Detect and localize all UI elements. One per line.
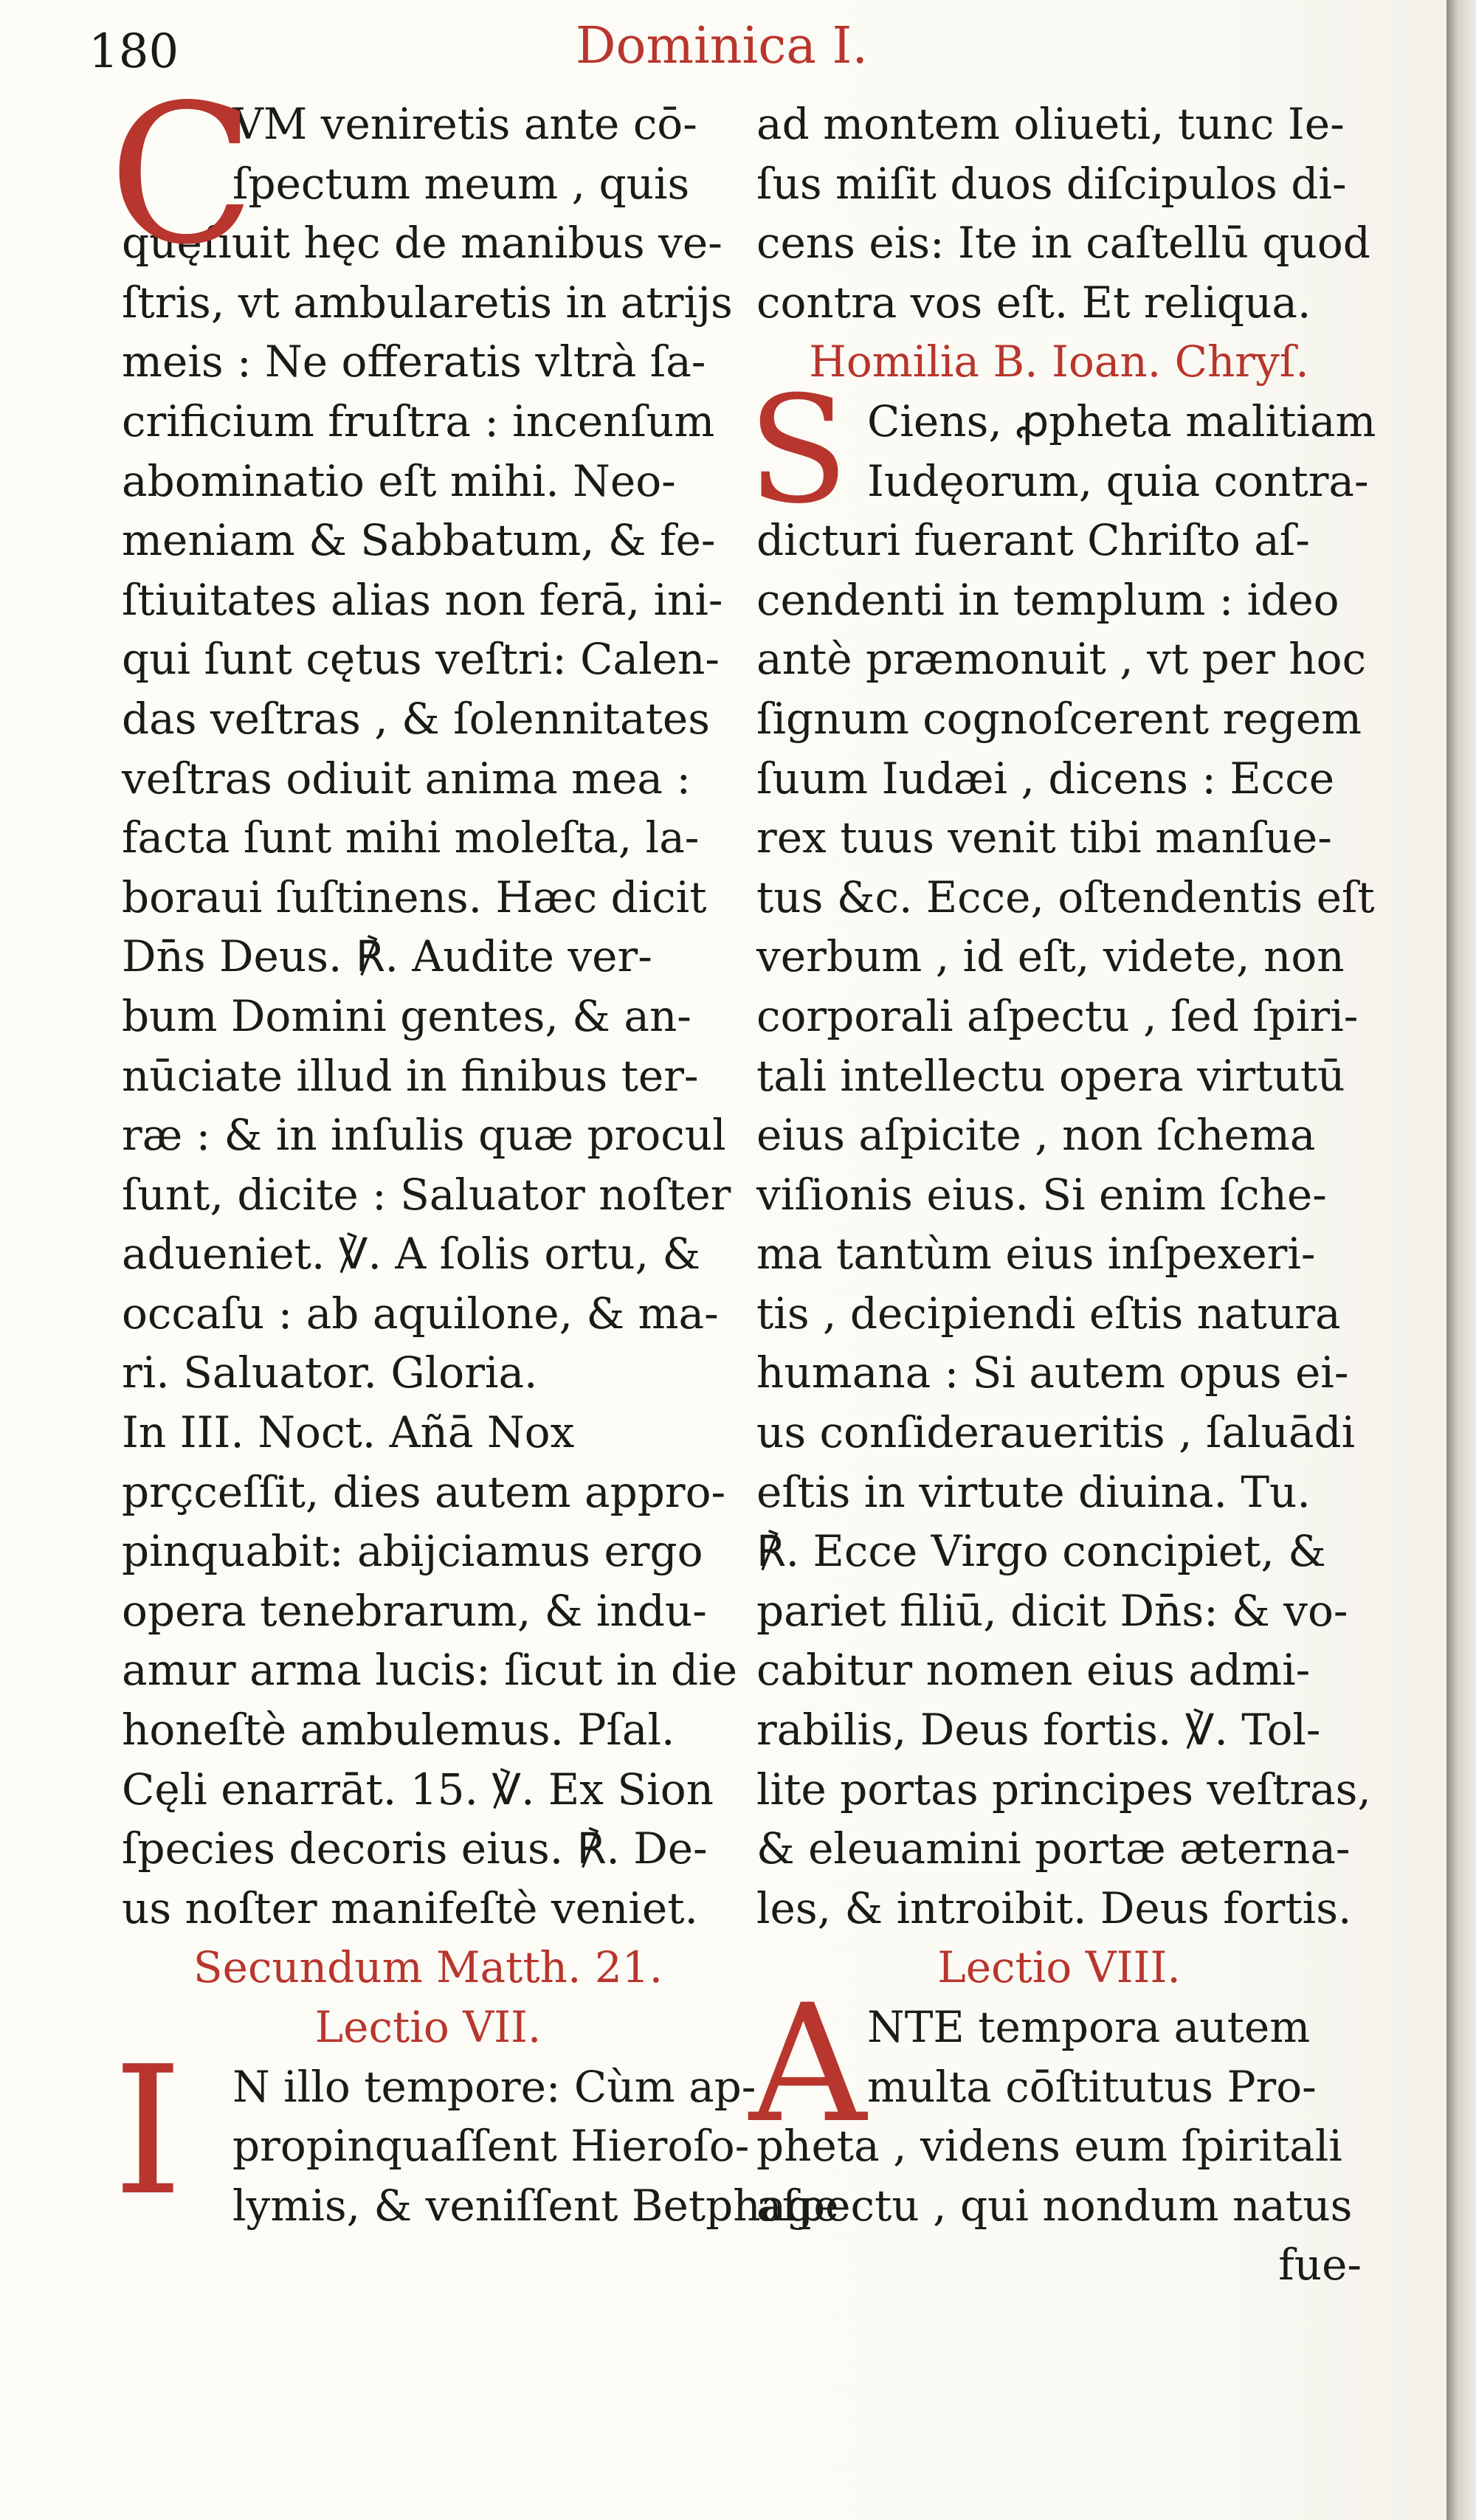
drop-cap-s: S [748, 364, 849, 536]
text-line: us conſideraueritis , ſaluādi [756, 1407, 1356, 1458]
text-line: opera tenebrarum, & indu- [122, 1585, 707, 1636]
text-line: ſus miſit duos diſcipulos di- [756, 158, 1347, 209]
left-column [108, 64, 839, 2235]
text-line: eius aſpicite , non ſchema [756, 1110, 1316, 1161]
text-line: crificium fruſtra : incenſum [122, 396, 715, 446]
text-line: antè præmonuit , vt per hoc [756, 634, 1367, 685]
text-line: ſtiuitates alias non ferā, ini- [122, 574, 723, 625]
left-text-block [122, 94, 738, 1938]
drop-cap-i: I [113, 2027, 183, 2234]
text-line: les, & introibit. Deus fortis. [756, 1882, 1352, 1933]
text-line: propinquaſſent Hieroſo- [232, 2121, 750, 2172]
text-line: Iudęorum, quia contra- [867, 455, 1369, 506]
text-line: Cęli enarrāt. 15. ℣. Ex Sion [122, 1764, 714, 1815]
page-number: 180 [89, 24, 179, 79]
text-line: facta ſunt mihi moleſta, la- [122, 812, 700, 863]
text-line: ſunt, dicite : Saluator noſter [122, 1169, 731, 1220]
text-line: N illo tempore: Cùm ap- [232, 2061, 756, 2112]
text-line: honeſtè ambulemus. Pſal. [122, 1705, 675, 1756]
text-line: ſtris, vt ambularetis in atrijs [122, 277, 733, 328]
homily-text [756, 392, 1376, 1938]
text-line: ſignum cognoſcerent regem [756, 693, 1362, 744]
text-line: boraui ſuſtinens. Hæc dicit [122, 871, 707, 922]
text-line: tus &c. Ecce, oſtendentis eſt [756, 871, 1375, 922]
text-line: ſpectum meum , quis [232, 158, 690, 209]
page-edge [1446, 0, 1476, 2520]
drop-cap-a: A [749, 1970, 866, 2158]
right-top-text [756, 94, 1370, 332]
gospel-heading: Secundum Matth. 21. [193, 1942, 663, 1993]
text-line: ad montem oliueti, tunc Ie- [756, 99, 1345, 149]
drop-cap-c: C [108, 64, 255, 287]
text-line: cabitur nomen eius admi- [756, 1645, 1311, 1696]
running-head: Dominica I. [576, 17, 868, 75]
text-line: veſtras odiuit anima mea : [122, 753, 691, 804]
text-line: VM veniretis ante cō- [232, 99, 697, 149]
text-line: Ciens, ꝓpheta malitiam [867, 396, 1376, 446]
text-line: aſpectu , qui nondum natus [756, 2180, 1353, 2231]
text-line: dicturi fuerant Chriſto aſ- [756, 515, 1310, 566]
text-line: Dn̄s Deus. ℟. Audite ver- [122, 931, 652, 982]
text-line: ℟. Ecce Virgo concipiet, & [756, 1526, 1326, 1577]
text-line: das veſtras , & ſolennitates [122, 693, 711, 744]
right-column [748, 94, 1376, 2295]
lectio-vii-text [122, 2057, 839, 2236]
text-line: ſpecies decoris eius. ℟. De- [122, 1823, 708, 1874]
text-line: quęſiuit hęc de manibus ve- [122, 218, 723, 269]
lectio-viii-block [749, 1970, 1362, 2235]
text-line: pariet filiū, dicit Dn̄s: & vo- [756, 1585, 1348, 1636]
text-line: prçceſſit, dies autem appro- [122, 1466, 726, 1517]
text-line: meis : Ne offeratis vltrà ſa- [122, 336, 706, 387]
text-line: amur arma lucis: ſicut in die [122, 1645, 738, 1696]
text-line: humana : Si autem opus ei- [756, 1347, 1349, 1398]
text-line: pheta , videns eum ſpiritali [756, 2121, 1342, 2172]
catchword: fue- [1278, 2240, 1362, 2291]
text-line: contra vos eſt. Et reliqua. [756, 277, 1311, 328]
lectio-vii-heading: Lectio VII. [314, 2002, 542, 2052]
text-line: tali intellectu opera virtutū [756, 1050, 1345, 1101]
text-line: NTE tempora autem [867, 2002, 1311, 2052]
text-line: nūciate illud in finibus ter- [122, 1050, 699, 1101]
text-line: meniam & Sabbatum, & fe- [122, 515, 716, 566]
text-line: corporali aſpectu , ſed ſpiri- [756, 990, 1359, 1041]
text-line: abominatio eſt mihi. Neo- [122, 455, 676, 506]
text-line: tis , decipiendi eſtis natura [756, 1288, 1341, 1339]
homily-heading: Homilia B. Ioan. Chryſ. [809, 336, 1309, 387]
text-line: ſuum Iudæi , dicens : Ecce [756, 753, 1335, 804]
text-line: occaſu : ab aquilone, & ma- [122, 1288, 719, 1339]
text-line: multa cōſtitutus Pro- [867, 2061, 1317, 2112]
text-line: cendenti in templum : ideo [756, 574, 1339, 625]
text-line: verbum , id eſt, videte, non [756, 931, 1345, 982]
text-line: ri. Saluator. Gloria. [122, 1347, 538, 1398]
text-line: In III. Noct. Añā Nox [122, 1407, 575, 1458]
text-line: lymis, & veniſſent Betphage [232, 2180, 839, 2231]
homily-block [748, 364, 1376, 1938]
text-line: & eleuamini portæ æterna- [756, 1823, 1351, 1874]
text-line: lite portas principes veſtras, [756, 1764, 1371, 1815]
text-line: pinquabit: abijciamus ergo [122, 1526, 703, 1577]
text-line: ma tantùm eius inſpexeri- [756, 1229, 1316, 1280]
text-line: qui ſunt cętus veſtri: Calen- [122, 634, 720, 685]
text-line: rex tuus venit tibi manſue- [756, 812, 1332, 863]
text-line: ræ : & in inſulis quæ procul [122, 1110, 726, 1161]
text-line: adueniet. ℣. A ſolis ortu, & [122, 1229, 701, 1280]
text-line: viſionis eius. Si enim ſche- [756, 1169, 1327, 1220]
text-line: eſtis in virtute diuina. Tu. [756, 1466, 1311, 1517]
lectio-viii-heading: Lectio VIII. [937, 1942, 1181, 1993]
text-line: us noſter manifeſtè veniet. [122, 1882, 698, 1933]
text-line: rabilis, Deus fortis. ℣. Tol- [756, 1705, 1321, 1756]
text-line: cens eis: Ite in caſtellū quod [756, 218, 1370, 269]
text-line: bum Domini gentes, & an- [122, 990, 692, 1041]
